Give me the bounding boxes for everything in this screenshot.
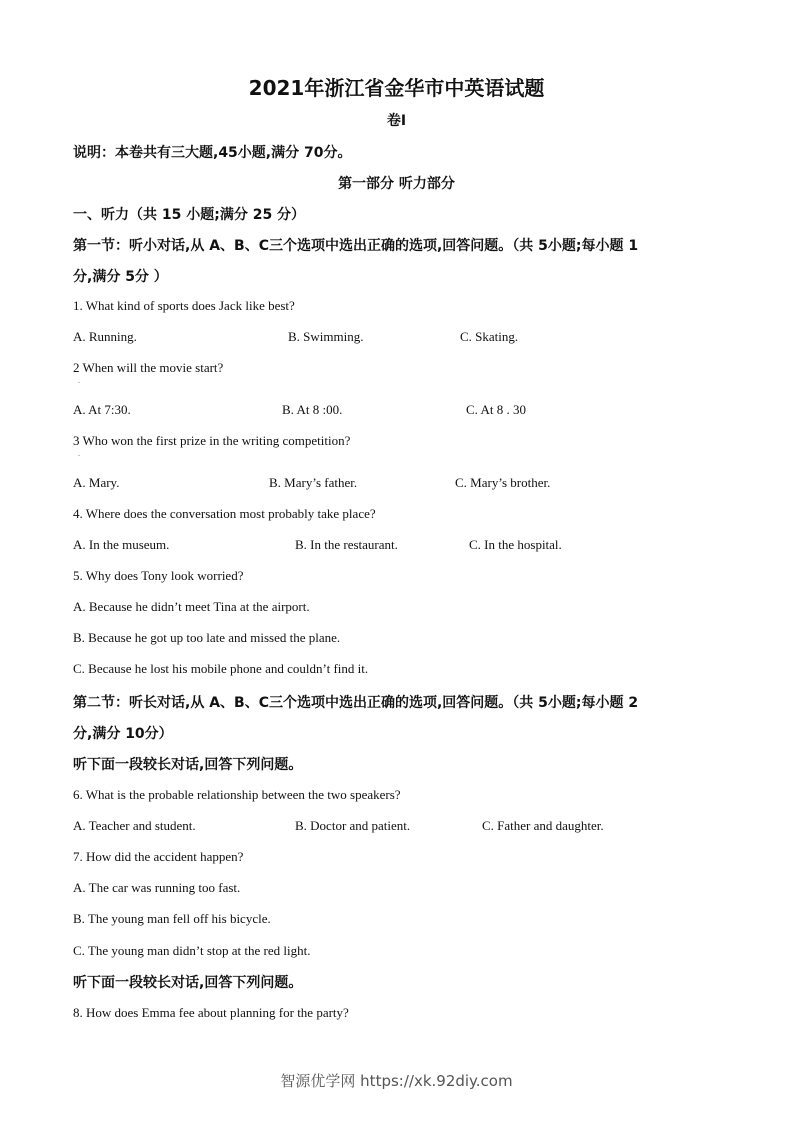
question-6: 6. What is the probable relationship between the two speakers? (73, 787, 401, 802)
subsection1-instructions: 第一节：听小对话,从 A、B、C三个选项中选出正确的选项,回答问题。（共 5小题;每小题 1 (73, 238, 639, 254)
question-7-option-a: A. The car was running too fast. (73, 880, 241, 895)
dot-mark: . (78, 376, 80, 385)
question-4-option-c: C. In the hospital. (469, 537, 562, 552)
question-7-option-c: C. The young man didn’t stop at the red light. (73, 943, 311, 958)
question-6-option-b: B. Doctor and patient. (295, 818, 411, 833)
part-heading: 第一部分 听力部分 (338, 176, 455, 192)
question-7-option-b: B. The young man fell off his bicycle. (73, 911, 271, 926)
question-2: 2 When will the movie start? (73, 360, 224, 375)
listen-instruction: 听下面一段较长对话,回答下列问题。 (73, 975, 303, 991)
section-heading: 一、听力（共 15 小题;满分 25 分） (73, 207, 306, 223)
question-1-option-c: C. Skating. (460, 329, 519, 344)
question-4: 4. Where does the conversation most probably take place? (73, 506, 376, 521)
listen-instruction: 听下面一段较长对话,回答下列问题。 (73, 757, 303, 773)
question-7: 7. How did the accident happen? (73, 849, 244, 864)
question-3-option-a: A. Mary. (73, 475, 120, 490)
question-5-option-c: C. Because he lost his mobile phone and couldn’t find it. (73, 661, 369, 676)
subsection2-instructions-cont: 分,满分 10分） (73, 726, 173, 742)
subsection1-instructions-cont: 分,满分 5分 ） (73, 269, 168, 285)
question-2-option-a: A. At 7:30. (73, 402, 131, 417)
subsection2-instructions: 第二节：听长对话,从 A、B、C三个选项中选出正确的选项,回答问题。（共 5小题;每小题 2 (73, 695, 639, 711)
page-title: 2021年浙江省金华市中英语试题 (248, 76, 545, 100)
question-2-option-b: B. At 8 :00. (282, 402, 343, 417)
question-5: 5. Why does Tony look worried? (73, 568, 244, 583)
question-6-option-a: A. Teacher and student. (73, 818, 196, 833)
question-1: 1. What kind of sports does Jack like best? (73, 298, 295, 313)
question-8: 8. How does Emma fee about planning for the party? (73, 1005, 349, 1020)
dot-mark: . (78, 449, 80, 458)
question-1-option-a: A. Running. (73, 329, 137, 344)
question-4-option-a: A. In the museum. (73, 537, 170, 552)
question-3-option-c: C. Mary’s brother. (455, 475, 551, 490)
question-3: 3 Who won the first prize in the writing competition? (73, 433, 351, 448)
footer-watermark: 智源优学网 https://xk.92diy.com (280, 1072, 513, 1090)
question-5-option-b: B. Because he got up too late and missed the plane. (73, 630, 341, 645)
question-1-option-b: B. Swimming. (288, 329, 364, 344)
question-6-option-c: C. Father and daughter. (482, 818, 604, 833)
question-4-option-b: B. In the restaurant. (295, 537, 398, 552)
question-3-option-b: B. Mary’s father. (269, 475, 358, 490)
question-2-option-c: C. At 8 . 30 (466, 402, 526, 417)
volume-label: 卷I (386, 113, 407, 129)
question-5-option-a: A. Because he didn’t meet Tina at the airport. (73, 599, 310, 614)
instructions-note: 说明：本卷共有三大题,45小题,满分 70分。 (73, 145, 352, 161)
